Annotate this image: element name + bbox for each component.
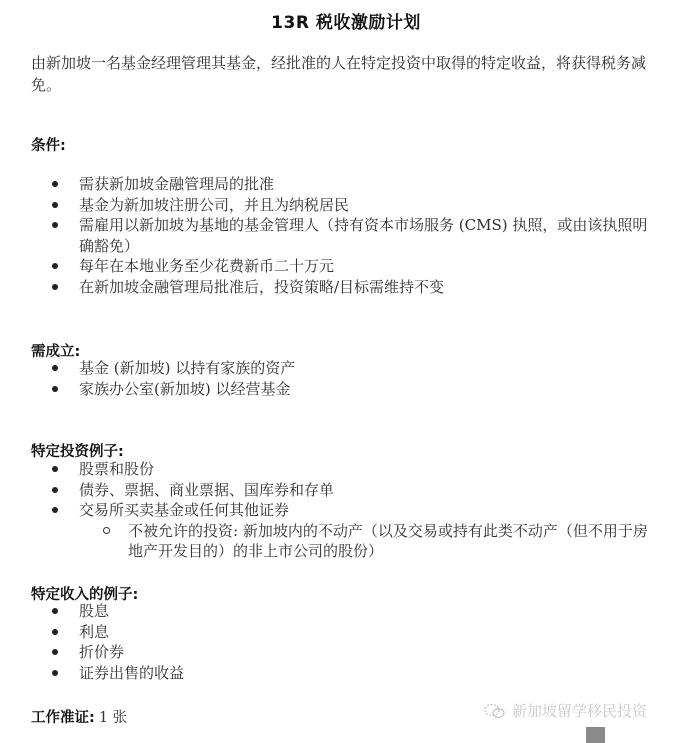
list-item: 股票和股份 <box>0 459 660 480</box>
intro-paragraph: 由新加坡一名基金经理管理其基金，经批准的人在特定投资中取得的特定收益，将获得税务减免。 <box>31 54 647 94</box>
bullet-icon <box>52 386 58 392</box>
bullet-icon <box>52 466 58 472</box>
bullet-icon <box>52 487 58 493</box>
bullet-icon <box>52 181 58 187</box>
bullet-icon <box>52 507 58 513</box>
watermark-block <box>586 727 605 743</box>
investments-heading: 特定投资例子: <box>31 444 124 460</box>
bullet-icon <box>52 670 58 676</box>
watermark <box>484 700 647 721</box>
document-title: 13R 税收激励计划 <box>271 13 421 33</box>
list-item: 交易所买卖基金或任何其他证券 <box>0 500 660 521</box>
conditions-list <box>0 174 660 297</box>
list-item: 折价券 <box>0 642 660 663</box>
bullet-icon <box>52 608 58 614</box>
investments-list <box>0 459 660 562</box>
list-item: 家族办公室(新加坡) 以经营基金 <box>0 379 660 400</box>
list-item: 需雇用以新加坡为基地的基金管理人（持有资本市场服务 (CMS) 执照，或由该执照明确豁免） <box>0 215 654 256</box>
conditions-heading: 条件: <box>31 138 66 154</box>
list-item: 每年在本地业务至少花费新币二十万元 <box>0 256 660 277</box>
bullet-icon <box>52 202 58 208</box>
work-pass-label: 工作准证: <box>31 710 95 726</box>
sub-list-item: 不被允许的投资: 新加坡内的不动产（以及交易或持有此类不动产（但不用于房地产开发目的）的非上市公司的股份） <box>0 521 658 562</box>
list-item: 需获新加坡金融管理局的批准 <box>0 174 660 195</box>
list-item: 基金为新加坡注册公司，并且为纳税居民 <box>0 195 660 216</box>
work-pass-value: 1 张 <box>98 710 128 726</box>
list-item: 在新加坡金融管理局批准后，投资策略/目标需维持不变 <box>0 277 660 298</box>
establish-heading: 需成立: <box>31 344 81 360</box>
bullet-icon <box>52 263 58 269</box>
bullet-icon <box>52 365 58 371</box>
wechat-icon <box>484 703 506 719</box>
list-item: 基金 (新加坡) 以持有家族的资产 <box>0 358 660 379</box>
income-list <box>0 601 660 683</box>
work-pass <box>31 706 127 727</box>
list-item: 证券出售的收益 <box>0 663 660 684</box>
bullet-icon <box>52 649 58 655</box>
bullet-icon <box>52 222 58 228</box>
watermark-text: 新加坡留学移民投资 <box>512 702 648 720</box>
list-item: 债券、票据、商业票据、国库券和存单 <box>0 480 660 501</box>
bullet-icon <box>52 284 58 290</box>
bullet-icon <box>52 629 58 635</box>
hollow-bullet-icon <box>103 527 110 534</box>
establish-list <box>0 358 660 399</box>
list-item: 利息 <box>0 622 660 643</box>
income-heading: 特定收入的例子: <box>31 587 139 603</box>
list-item: 股息 <box>0 601 660 622</box>
